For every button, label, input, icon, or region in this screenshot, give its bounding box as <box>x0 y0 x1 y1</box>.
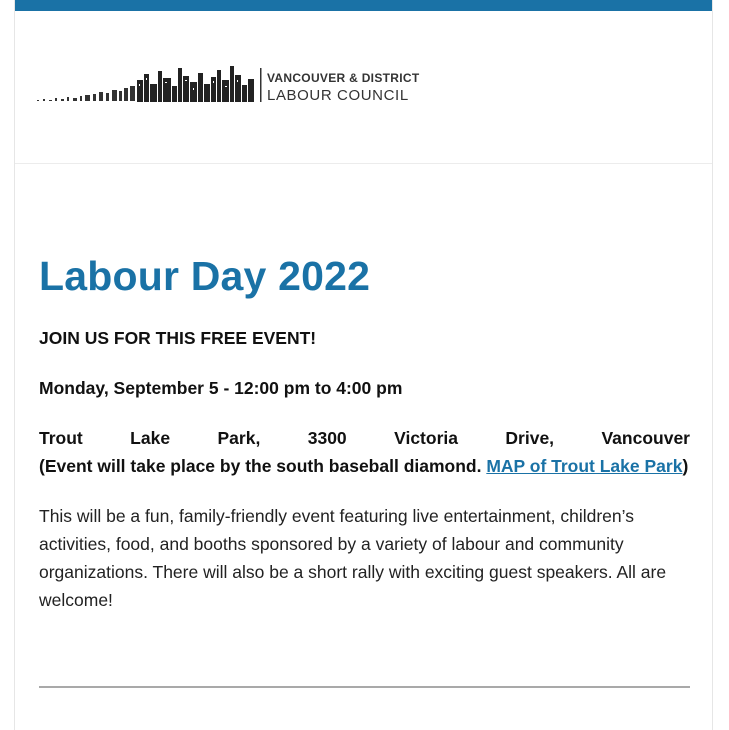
labour-council-logo <box>37 66 427 116</box>
top-accent-bar <box>15 0 712 11</box>
map-link[interactable]: MAP of Trout Lake Park <box>486 456 683 476</box>
logo-line1: VANCOUVER & DISTRICT <box>267 71 420 85</box>
email-header <box>15 11 712 164</box>
section-divider <box>39 686 690 688</box>
location-note-close: ) <box>682 456 689 476</box>
event-location <box>39 424 690 480</box>
location-address: Trout Lake Park, 3300 Victoria Drive, Vancouver <box>39 428 690 448</box>
invite-text: JOIN US FOR THIS FREE EVENT! <box>39 328 317 348</box>
location-note: (Event will take place by the south baseball diamond. <box>39 456 487 476</box>
email-frame <box>14 0 713 730</box>
event-datetime: Monday, September 5 - 12:00 pm to 4:00 pm <box>39 378 403 398</box>
page-title: Labour Day 2022 <box>39 253 371 299</box>
logo-line2: LABOUR COUNCIL <box>267 87 409 104</box>
article-content <box>39 250 690 614</box>
event-description: This will be a fun, family-friendly event featuring live entertainment, children’s activities, food, and booths sponsored by a variety of labour and community organizations. There will also be a short rally with exciting guest speakers. All are welcome! <box>39 506 667 610</box>
